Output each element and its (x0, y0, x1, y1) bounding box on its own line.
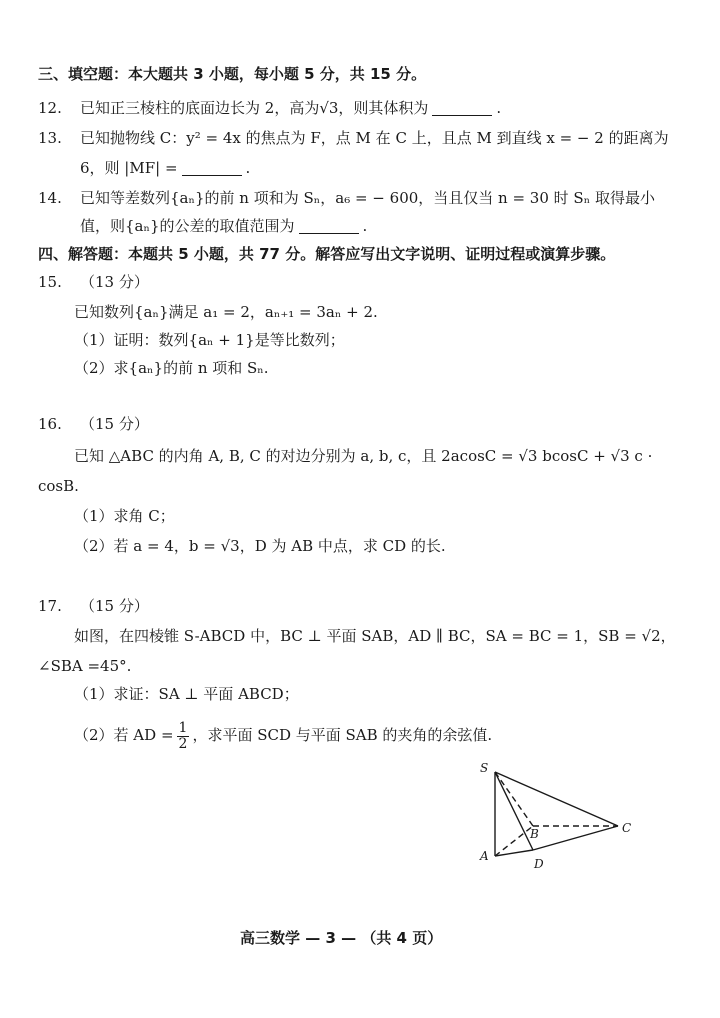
punctuation: . (496, 99, 502, 117)
question-17-stem-cont: ∠SBA =45°. (38, 657, 132, 675)
question-15-part-1: （1）证明：数列{aₙ + 1}是等比数列； (74, 331, 345, 349)
question-score: （15 分） (80, 415, 149, 433)
question-15 (38, 272, 149, 292)
question-number: 16. (38, 415, 62, 433)
punctuation: . (362, 217, 368, 235)
question-17-part-1: （1）求证：SA ⊥ 平面 ABCD； (74, 685, 299, 703)
question-14-cont (80, 216, 367, 236)
page-footer: 高三数学 — 3 — （共 4 页） (240, 929, 443, 947)
question-text: 值，则{aₙ}的公差的取值范围为 (80, 217, 295, 235)
section-3-heading: 三、填空题：本大题共 3 小题，每小题 5 分，共 15 分。 (38, 65, 427, 83)
edge-AD (495, 850, 533, 856)
question-score: （13 分） (80, 273, 149, 291)
vertex-label-S: S (480, 761, 489, 775)
part-prefix: （2）若 AD = (74, 726, 174, 744)
question-16-stem-cont: cosB. (38, 477, 79, 495)
pyramid-figure (470, 760, 640, 875)
part-suffix: ，求平面 SCD 与平面 SAB 的夹角的余弦值. (192, 726, 493, 744)
vertex-label-C: C (622, 821, 632, 835)
question-17-part-2 (74, 718, 492, 752)
question-16-stem: 已知 △ABC 的内角 A, B, C 的对边分别为 a, b, c，且 2acosC = √3 bcosC + √3 c · (74, 447, 653, 465)
question-16 (38, 414, 149, 434)
edge-SD (495, 772, 533, 850)
fraction-numerator: 1 (178, 719, 188, 736)
question-score: （15 分） (80, 597, 149, 615)
fraction (177, 721, 190, 752)
question-16-part-1: （1）求角 C； (74, 507, 175, 525)
question-13-cont (80, 158, 250, 178)
question-12 (38, 98, 501, 118)
answer-blank (182, 160, 242, 176)
punctuation: . (245, 159, 251, 177)
answer-blank (299, 218, 359, 234)
question-text: 已知抛物线 C：y² = 4x 的焦点为 F，点 M 在 C 上，且点 M 到直线 x = − 2 的距离为 (80, 129, 669, 147)
vertex-label-D: D (534, 857, 544, 871)
vertex-label-B: B (530, 827, 539, 841)
question-number: 13. (38, 129, 62, 147)
question-text: 已知等差数列{aₙ}的前 n 项和为 Sₙ，a₆ = − 600，当且仅当 n = 30 时 Sₙ 取得最小 (80, 189, 655, 207)
question-text: 6，则 |MF| = (80, 159, 178, 177)
question-15-part-2: （2）求{aₙ}的前 n 项和 Sₙ. (74, 359, 269, 377)
question-number: 12. (38, 99, 62, 117)
question-number: 15. (38, 273, 62, 291)
question-17-stem: 如图，在四棱锥 S-ABCD 中，BC ⊥ 平面 SAB，AD ∥ BC，SA = BC = 1，SB = √2， (74, 627, 676, 645)
question-14 (38, 188, 655, 208)
question-13 (38, 128, 669, 148)
question-17 (38, 596, 149, 616)
edge-DC (533, 826, 618, 850)
question-16-part-2: （2）若 a = 4，b = √3，D 为 AB 中点，求 CD 的长. (74, 537, 446, 555)
answer-blank (432, 100, 492, 116)
section-4-heading: 四、解答题：本题共 5 小题，共 77 分。解答应写出文字说明、证明过程或演算步骤。 (38, 245, 616, 263)
question-number: 14. (38, 189, 62, 207)
question-text: 已知正三棱柱的底面边长为 2，高为√3，则其体积为 (80, 99, 429, 117)
question-number: 17. (38, 597, 62, 615)
question-15-stem: 已知数列{aₙ}满足 a₁ = 2，aₙ₊₁ = 3aₙ + 2. (74, 303, 378, 321)
fraction-denominator: 2 (178, 735, 188, 752)
vertex-label-A: A (480, 849, 489, 863)
